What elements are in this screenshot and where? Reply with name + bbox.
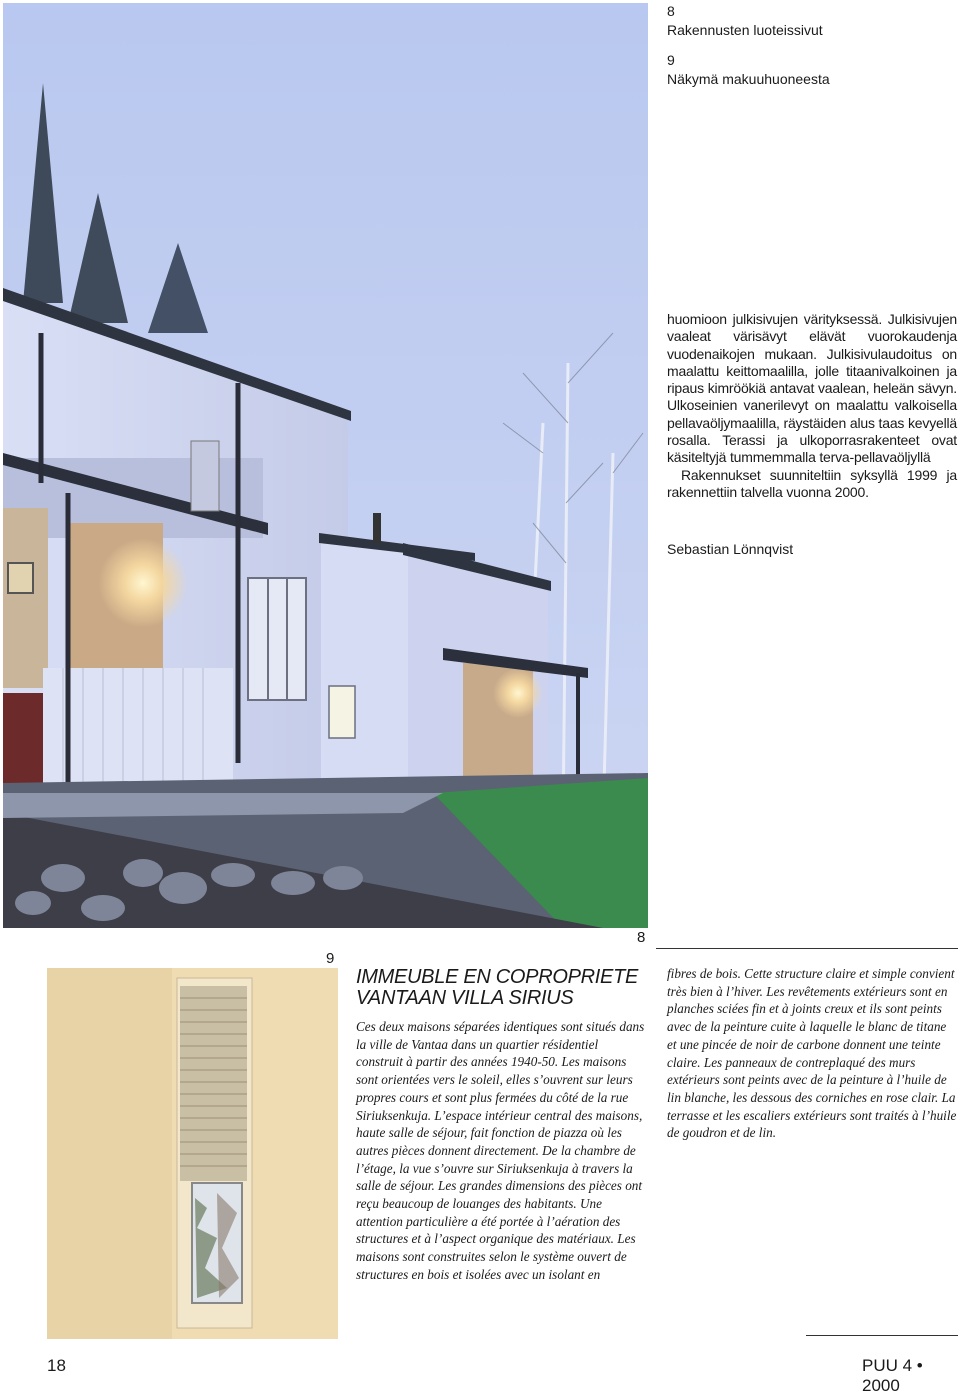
exterior-photo bbox=[3, 3, 648, 928]
caption-fig9-number: 9 bbox=[667, 52, 675, 68]
caption-fig8-number: 8 bbox=[667, 3, 675, 19]
french-fig9-number: 9 bbox=[326, 950, 335, 967]
french-column-2: fibres de bois. Cette structure claire et simple convient très bien à l’hiver. Les revêtements extérieurs sont en planches sciées fin et à joints creux et ils sont peints avec de la peinture cuite à laquelle le blanc de titane et une pincée de noir de carbone donnent une teinte claire. Les panneaux de contreplaqué des murs extérieurs sont peints avec de la peinture à l’huile de lin blanche, les dessous des corniches en rose clair. La terrasse et les escaliers extérieurs sont traités à l’huile de goudron et de lin. bbox=[667, 966, 957, 1141]
french-column-1: Ces deux maisons séparées identiques sont situés dans la ville de Vantaa dans un quartier résidentiel construit à partir des années 1940-50. Les maisons sont orientées vers le soleil, elles s’ouvrent sur leurs propres cours et sont plus fermées du côté de la rue Siriuksenkuja. L’espace intérieur central des maisons, haute salle de séjour, fait fonction de piazza où les autres pièces donnent directement. De la chambre de l’étage, la vue s’ouvre sur Siriuksenkuja à travers la salle de séjour. Les grandes dimensions des pièces ont reçu beaucoup de louanges des habitants. Une attention particulière a été portée à l’aération des structures et à l’aspect organique des matériaux. Les maisons sont construites selon le système ouvert de structures en bois et isolées avec un isolant en bbox=[356, 1019, 645, 1282]
finnish-paragraph-1: huomioon julkisivujen värityksessä. Julkisivujen vaaleat värisävyt elävät vuorokaudenja vuodenaikojen mukaan. Julkisivulaudoitus on maalattu keittomaalilla, jolle titaanivalkoinen ja ripaus kimröökiä antavat vaalean, heleän sävyn. Ulkoseinien vanerilevyt on maalattu valkoisella pellavaöljymaalilla, räystäiden alus taas kevyellä rosalla. Terassi ja ulkoporrasrakenteet ovat käsiteltyjä tummemmalla terva-pellavaöljyllä bbox=[667, 311, 957, 466]
bedroom-window-illustration bbox=[47, 968, 338, 1339]
page-number: 18 bbox=[47, 1356, 66, 1375]
caption-fig8 bbox=[667, 2, 823, 40]
interior-photo bbox=[47, 968, 338, 1339]
caption-fig9 bbox=[667, 51, 830, 89]
french-fig8-number: 8 bbox=[637, 929, 646, 946]
finnish-article-text bbox=[667, 311, 957, 501]
divider-bottom-right bbox=[806, 1335, 958, 1336]
magazine-issue: PUU 4 • 2000 bbox=[862, 1356, 923, 1395]
finnish-paragraph-2: Rakennukset suunniteltiin syksyllä 1999 ja rakennettiin talvella vuonna 2000. bbox=[667, 466, 957, 500]
houses-illustration bbox=[3, 3, 648, 928]
french-title: IMMEUBLE EN COPROPRIETE VANTAAN VILLA SIRIUS bbox=[356, 966, 639, 1009]
caption-fig8-text: Rakennusten luoteissivut bbox=[667, 22, 823, 38]
divider-top-right bbox=[656, 948, 958, 949]
caption-fig9-text: Näkymä makuuhuoneesta bbox=[667, 71, 830, 87]
author-name: Sebastian Lönnqvist bbox=[667, 541, 794, 557]
